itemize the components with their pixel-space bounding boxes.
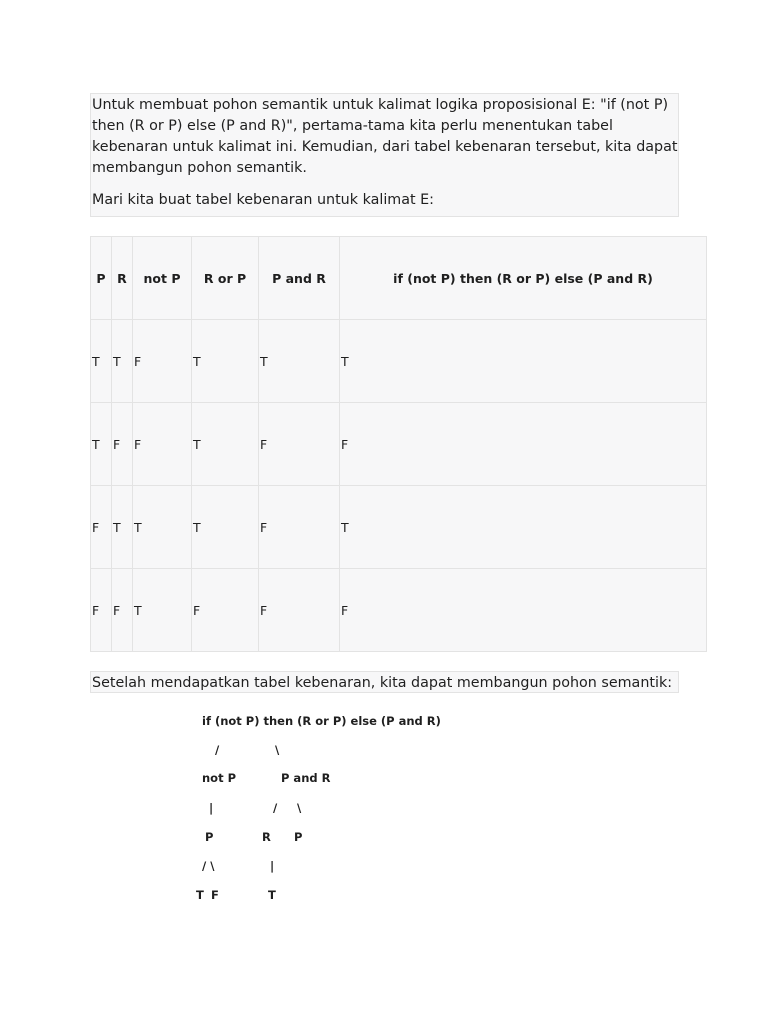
header-p-and-r: P and R [259,237,340,320]
tree-intro-text: Setelah mendapatkan tabel kebenaran, kita dapat membangun pohon semantik: [92,675,673,691]
table-cell: F [112,403,133,486]
intro-table-lead: Mari kita buat tabel kebenaran untuk kalimat E: [92,192,434,208]
table-cell: T [340,320,707,403]
table-cell: T [112,320,133,403]
tree-leaf-t: T [196,888,204,902]
table-cell: F [192,569,259,652]
table-cell: F [259,569,340,652]
tree-edge-p-split: / \ [202,859,215,873]
table-cell: T [133,486,192,569]
header-p: P [91,237,112,320]
table-cell: T [192,403,259,486]
tree-leaf-f: F [211,888,219,902]
tree-leaf-r: R [262,830,271,844]
tree-leaf-p2: P [294,830,303,844]
table-cell: T [91,320,112,403]
table-cell: F [112,569,133,652]
tree-root: if (not P) then (R or P) else (P and R) [202,714,441,728]
table-cell: F [133,320,192,403]
table-cell: T [259,320,340,403]
table-cell: F [91,486,112,569]
tree-node-p-and-r: P and R [281,771,331,785]
intro-paragraph: Untuk membuat pohon semantik untuk kalimat logika proposisional E: "if (not P) then (R or P) else (P and R)", pertama-tama kita perlu menentukan tabel kebenaran untuk kalimat ini. Kemudian, dari tabel kebenaran tersebut, kita dapat membangun pohon semantik. [92,97,678,176]
header-not-p: not P [133,237,192,320]
tree-leaf-p: P [205,830,214,844]
table-cell: T [112,486,133,569]
tree-node-not-p: not P [202,771,237,785]
table-cell: T [91,403,112,486]
header-r-or-p: R or P [192,237,259,320]
table-cell: F [91,569,112,652]
header-expression: if (not P) then (R or P) else (P and R) [340,237,707,320]
tree-edge-left: / [215,743,220,757]
table-cell: F [340,403,707,486]
tree-leaf-t2: T [268,888,276,902]
tree-edge-r-down: | [270,859,275,873]
tree-edge-pr-left: / [273,801,278,815]
tree-edge-right: \ [275,743,280,757]
table-cell: T [192,486,259,569]
table-cell: F [259,486,340,569]
table-cell: F [133,403,192,486]
header-r: R [112,237,133,320]
tree-edge-pr-right: \ [297,801,302,815]
table-cell: F [259,403,340,486]
tree-edge-not-p-down: | [209,801,214,815]
table-cell: T [192,320,259,403]
table-cell: T [133,569,192,652]
table-cell: F [340,569,707,652]
table-cell: T [340,486,707,569]
